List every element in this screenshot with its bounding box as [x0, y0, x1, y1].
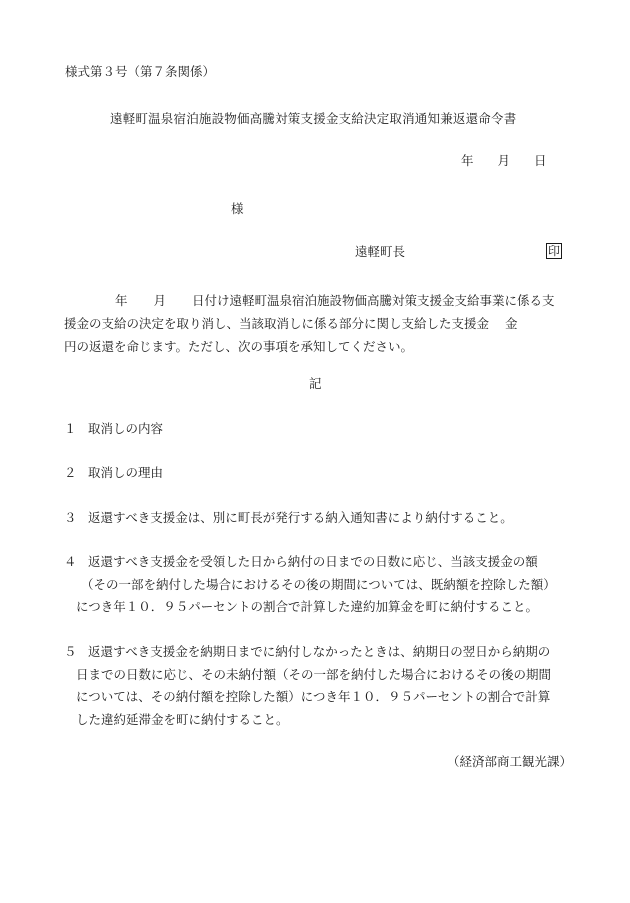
item-number: ５	[64, 644, 77, 659]
item-number: ３	[64, 510, 77, 525]
body-text-line3: 円の返還を命じます。ただし、次の事項を承知してください。	[64, 339, 414, 354]
item-2	[64, 467, 163, 480]
item-text-line: につき年１０．９５パーセントの割合で計算した違約加算金を町に納付すること。	[76, 599, 539, 614]
addressee-suffix: 様	[231, 201, 244, 216]
item-4	[64, 551, 564, 619]
date-year-label: 年	[461, 153, 474, 168]
department-name: （経済部商工観光課）	[447, 754, 573, 769]
body-year-label: 年	[115, 293, 128, 308]
body-amount-label: 金	[505, 316, 518, 331]
item-text-line: については、その納付額を控除した額）につき年１０．９５パーセントの割合で計算	[76, 689, 551, 704]
item-number: ２	[64, 465, 77, 480]
item-text-line: （その一部を納付した場合におけるその後の期間については、既納額を控除した額）	[81, 576, 556, 592]
date-day-label: 日	[534, 153, 547, 168]
item-text-line: 返還すべき支援金を受領した日から納付の日までの日数に応じ、当該支援金の額	[88, 554, 538, 569]
issuer-name: 遠軽町長	[355, 244, 406, 259]
item-text: 返還すべき支援金は、別に町長が発行する納入通知書により納付すること。	[88, 510, 513, 525]
ki-heading: 記	[309, 376, 322, 391]
item-number: ４	[64, 554, 77, 569]
item-number: １	[64, 421, 77, 436]
seal-mark: 印	[548, 244, 561, 258]
item-text: 取消しの理由	[88, 465, 164, 480]
form-number: 様式第３号（第７条関係）	[65, 64, 216, 79]
item-1	[64, 423, 163, 436]
document-title: 遠軽町温泉宿泊施設物価高騰対策支援金支給決定取消通知兼返還命令書	[110, 111, 517, 126]
notice-body	[64, 289, 564, 358]
item-3	[64, 512, 513, 525]
item-text-line: した違約延滞金を町に納付すること。	[76, 711, 289, 727]
body-text-line2: 援金の支給の決定を取り消し、当該取消しに係る部分に関し支給した支援金	[64, 316, 490, 331]
item-text: 取消しの内容	[88, 421, 164, 436]
body-text-line1: 日付け遠軽町温泉宿泊施設物価高騰対策支援金支給事業に係る支	[192, 293, 555, 308]
item-text-line: 返還すべき支援金を納期日までに納付しなかったときは、納期日の翌日から納期の	[88, 644, 551, 659]
item-text-line: 日までの日数に応じ、その未納付額（その一部を納付した場合におけるその後の期間	[76, 666, 552, 682]
date-line	[461, 155, 547, 168]
date-month-label: 月	[497, 153, 511, 168]
item-5	[64, 641, 564, 731]
body-month-label: 月	[153, 293, 167, 308]
